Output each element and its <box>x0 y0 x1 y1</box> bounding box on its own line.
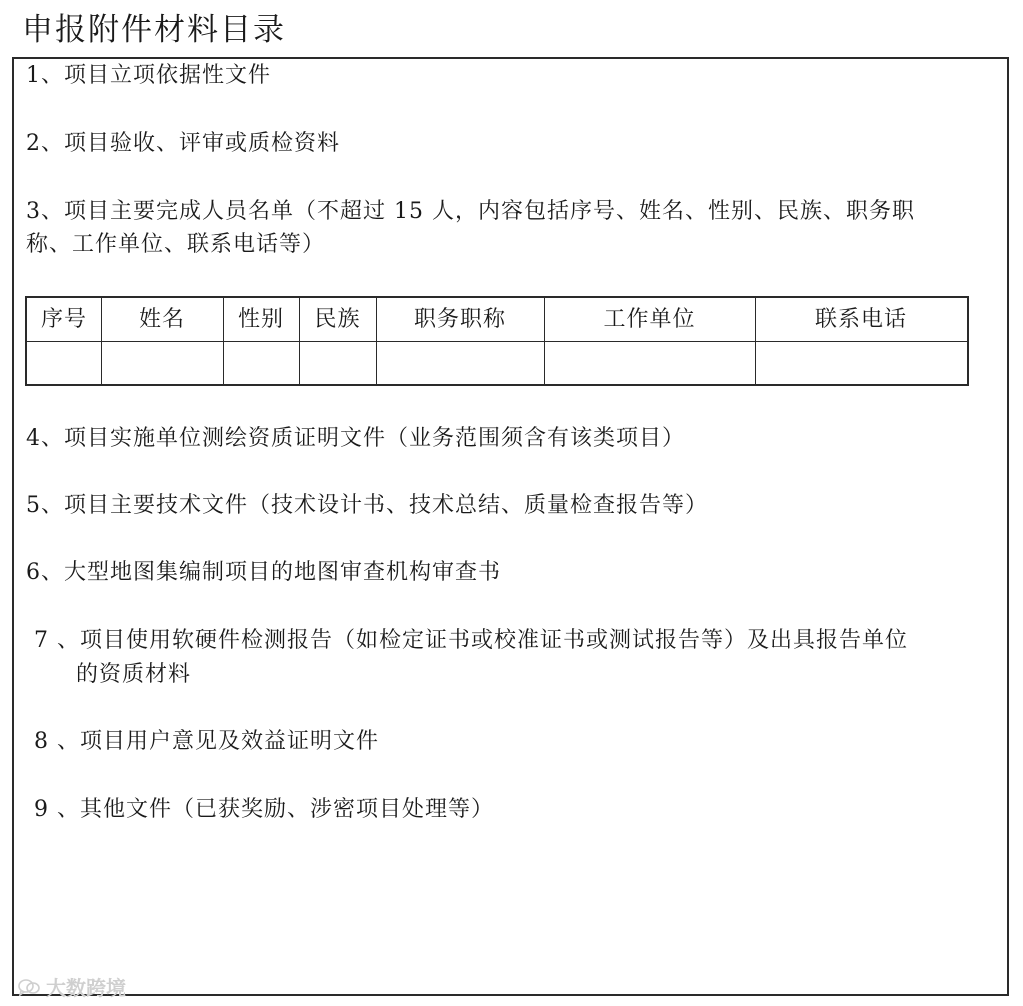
list-item-7-line-1: 7 、项目使用软硬件检测报告（如检定证书或校准证书或测试报告等）及出具报告单位 <box>34 628 908 653</box>
table-header-cell: 民族 <box>314 307 361 332</box>
list-item-7-line-2: 的资质材料 <box>76 662 192 687</box>
table-header-cell: 性别 <box>237 307 284 332</box>
table-header-cell: 序号 <box>40 307 87 332</box>
list-item-3-line-1: 3、项目主要完成人员名单（不超过 15 人，内容包括序号、姓名、性别、民族、职务职 <box>26 199 915 224</box>
list-item-6: 6、大型地图集编制项目的地图审查机构审查书 <box>26 560 501 585</box>
table-header-cell: 联系电话 <box>814 307 907 332</box>
speech-bubble-icon <box>18 978 40 996</box>
table-row-divider <box>27 341 967 342</box>
list-item-1: 1、项目立项依据性文件 <box>26 63 271 88</box>
list-item-3-line-2: 称、工作单位、联系电话等） <box>26 232 326 257</box>
list-item-8: 8 、项目用户意见及效益证明文件 <box>34 729 379 754</box>
watermark <box>18 972 126 1001</box>
page-title: 申报附件材料目录 <box>22 12 286 48</box>
table-header-cell: 姓名 <box>138 307 185 332</box>
list-item-2: 2、项目验收、评审或质检资料 <box>26 131 340 156</box>
list-item-5: 5、项目主要技术文件（技术设计书、技术总结、质量检查报告等） <box>26 493 708 518</box>
list-item-9: 9 、其他文件（已获奖励、涉密项目处理等） <box>34 797 494 822</box>
staff-table <box>25 296 969 386</box>
table-header-cell: 职务职称 <box>413 307 506 332</box>
watermark-text: 大数跨境 <box>46 976 126 1000</box>
list-item-4: 4、项目实施单位测绘资质证明文件（业务范围须含有该类项目） <box>26 426 685 451</box>
table-header-cell: 工作单位 <box>603 307 696 332</box>
